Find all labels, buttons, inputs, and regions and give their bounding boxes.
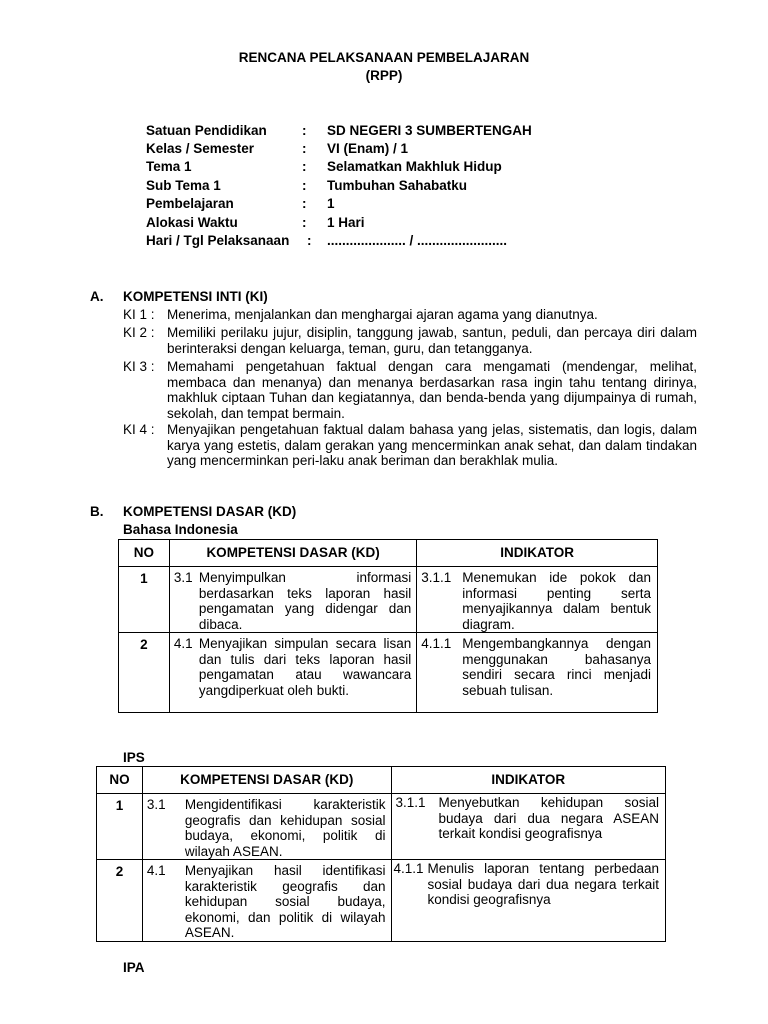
kd-text: Mengidentifikasi karakteristik geografis dan kehidupan sosial budaya, ekonomi, politik di wilayah ASEAN. <box>184 797 386 859</box>
header-indicator: INDIKATOR <box>391 767 665 794</box>
kd-text: Menyajikan simpulan secara lisan dan tulis dari teks laporan hasil pengamatan atau wawancara yangdiperkuat oleh bukti. <box>198 636 412 698</box>
ki-4-label: KI 4 : <box>123 422 155 437</box>
identity-label-class: Kelas / Semester <box>146 141 255 156</box>
identity-value-theme: Selamatkan Makhluk Hidup <box>327 159 502 174</box>
identity-colon: : <box>302 159 307 174</box>
ki-4-text: Menyajikan pengetahuan faktual dalam bahasa yang jelas, sistematis, dan logis, dalam karya yang estetis, dalam gerakan yang mencerminkan anak sehat, dan dalam tindakan yang mencerminkan peri-laku anak beriman dan berakhlak mulia. <box>167 422 697 468</box>
indicator-code: 4.1.1 <box>393 861 424 876</box>
row-number: 1 <box>115 798 124 813</box>
header-kd: KOMPETENSI DASAR (KD) <box>142 767 391 794</box>
section-b-letter: B. <box>90 504 104 519</box>
identity-colon: : <box>302 141 307 156</box>
header-indicator: INDIKATOR <box>417 540 658 567</box>
kd-table-ips <box>96 766 666 942</box>
ki-1-text: Menerima, menjalankan dan menghargai ajaran agama yang dianutnya. <box>167 307 598 322</box>
row-number: 2 <box>115 864 124 879</box>
document-subtitle: (RPP) <box>365 68 403 83</box>
ki-1-label: KI 1 : <box>123 307 155 322</box>
section-b-title: KOMPETENSI DASAR (KD) <box>123 504 297 519</box>
subject-ipa-title: IPA <box>123 960 145 975</box>
ki-3-label: KI 3 : <box>123 359 155 374</box>
ki-2-text: Memiliki perilaku jujur, disiplin, tanggung jawab, santun, peduli, dan percaya diri dalam berinteraksi dengan keluarga, teman, guru, dan tetangganya. <box>167 325 697 356</box>
identity-value-date: ..................... / ........................ <box>327 233 508 248</box>
indicator-code: 3.1.1 <box>421 570 452 585</box>
row-number: 2 <box>140 637 148 652</box>
indicator-text: Menyebutkan kehidupan sosial budaya dari dua negara ASEAN terkait kondisi geografisnya <box>438 795 659 841</box>
document-title: RENCANA PELAKSANAAN PEMBELAJARAN <box>238 50 530 65</box>
identity-colon: : <box>302 178 307 193</box>
identity-label-date: Hari / Tgl Pelaksanaan <box>146 233 290 248</box>
identity-label-theme: Tema 1 <box>146 159 192 174</box>
identity-label-time: Alokasi Waktu <box>146 215 238 230</box>
identity-colon: : <box>302 215 307 230</box>
header-no: NO <box>119 540 170 567</box>
identity-label-subtheme: Sub Tema 1 <box>146 178 221 193</box>
kd-code: 3.1 <box>173 570 193 585</box>
kd-text: Menyajikan hasil identifikasi karakteristik geografis dan kehidupan sosial budaya, ekonomi, dan politik di wilayah ASEAN. <box>184 863 386 940</box>
subject-bahasa-indonesia-title: Bahasa Indonesia <box>123 522 238 537</box>
identity-colon: : <box>302 196 307 211</box>
identity-value-time: 1 Hari <box>327 215 365 230</box>
kd-table-bahasa-indonesia <box>118 539 658 713</box>
indicator-text: Menulis laporan tentang perbedaan sosial budaya dari dua negara terkait kondisi geografisnya <box>427 861 659 907</box>
kd-code: 4.1 <box>173 636 193 651</box>
identity-colon: : <box>307 233 312 248</box>
identity-label-lesson: Pembelajaran <box>146 196 234 211</box>
indicator-code: 4.1.1 <box>421 636 452 651</box>
indicator-code: 3.1.1 <box>395 795 426 810</box>
row-number: 1 <box>140 571 148 586</box>
header-kd: KOMPETENSI DASAR (KD) <box>169 540 416 567</box>
table-row <box>119 633 658 713</box>
identity-value-subtheme: Tumbuhan Sahabatku <box>327 178 468 193</box>
kd-text: Menyimpulkan informasi berdasarkan teks laporan hasil pengamatan yang didengar dan dibaca. <box>198 570 412 632</box>
identity-label-school: Satuan Pendidikan <box>146 123 267 138</box>
ki-2-label: KI 2 : <box>123 325 155 340</box>
table-row <box>97 860 666 942</box>
table-row <box>97 794 666 860</box>
identity-value-class: VI (Enam) / 1 <box>327 141 409 156</box>
kd-code: 4.1 <box>146 863 166 878</box>
section-a-title: KOMPETENSI INTI (KI) <box>123 289 268 304</box>
identity-colon: : <box>302 123 307 138</box>
header-no: NO <box>97 767 143 794</box>
indicator-text: Menemukan ide pokok dan informasi penting serta menyajikannya dalam bentuk diagram. <box>462 570 651 632</box>
table-row <box>119 567 658 633</box>
indicator-text: Mengembangkannya dengan menggunakan bahasanya sendiri secara rinci menjadi sebuah tulisan. <box>462 636 651 698</box>
identity-value-lesson: 1 <box>327 196 335 211</box>
section-a-letter: A. <box>90 289 104 304</box>
kd-code: 3.1 <box>146 797 166 812</box>
ki-3-text: Memahami pengetahuan faktual dengan cara mengamati (mendengar, melihat, membaca dan menanya) dan menanya berdasarkan rasa ingin tahu tentang dirinya, makhluk ciptaan Tuhan dan kegiatannya, dan benda-benda yang dijumpainya di rumah, sekolah, dan tempat bermain. <box>167 359 697 421</box>
subject-ips-title: IPS <box>123 750 145 765</box>
identity-value-school: SD NEGERI 3 SUMBERTENGAH <box>327 123 532 138</box>
